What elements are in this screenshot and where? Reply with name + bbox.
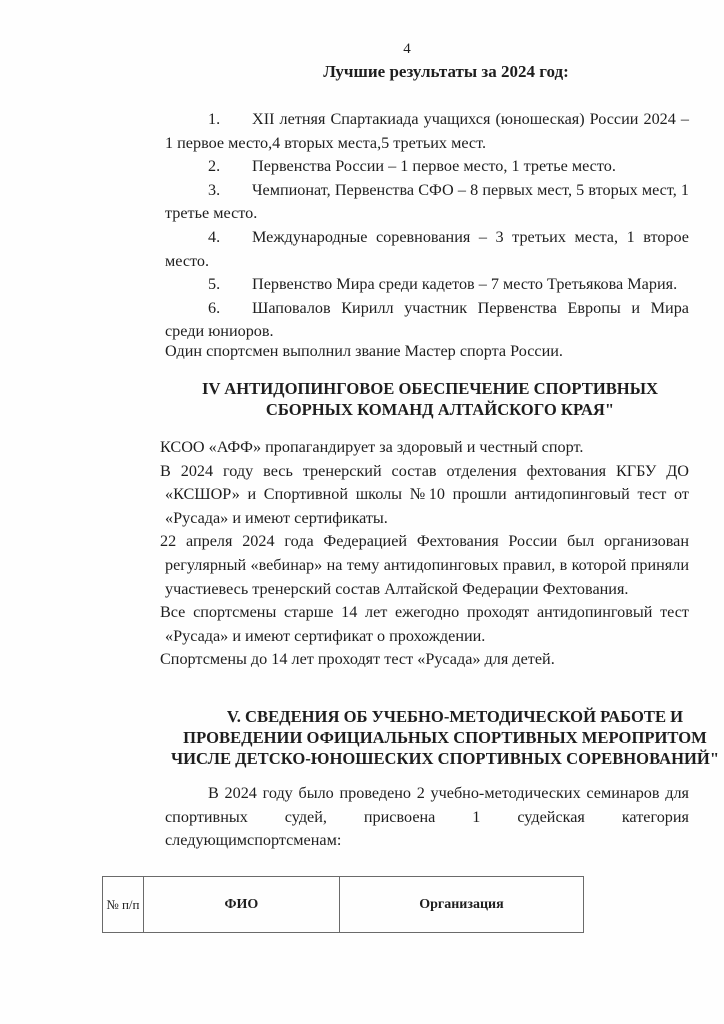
paragraph: КСОО «АФФ» пропагандирует за здоровый и честный спорт. bbox=[160, 438, 584, 456]
section-4-heading: IV АНТИДОПИНГОВОЕ ОБЕСПЕЧЕНИЕ СПОРТИВНЫХ СБОРНЫХ КОМАНД АЛТАЙСКОГО КРАЯ" bbox=[202, 379, 658, 419]
list-item: 2. Первенства России – 1 первое место, 1 третье место. bbox=[208, 157, 616, 176]
section-4-body bbox=[160, 436, 689, 672]
list-item: 3. Чемпионат, Первенства СФО – 8 первых мест, 5 вторых мест, 1 третье место. bbox=[165, 180, 689, 223]
list-item: 4. Международные соревнования – 3 третьих места, 1 второе место. bbox=[165, 227, 689, 270]
judges-table bbox=[102, 876, 584, 933]
list-item: 6. Шаповалов Кирилл участник Первенства Европы и Мира среди юниоров. bbox=[165, 298, 689, 341]
list-item: 5. Первенство Мира среди кадетов – 7 место Третьякова Мария. bbox=[208, 275, 678, 294]
column-header-organization: Организация bbox=[339, 877, 583, 933]
paragraph: Все спортсмены старше 14 лет ежегодно проходят антидопинговый тест «Русада» и имеют сертификат о прохождении. bbox=[160, 603, 689, 645]
paragraph: Спортсмены до 14 лет проходят тест «Русада» для детей. bbox=[160, 650, 555, 669]
column-header-name: ФИО bbox=[143, 877, 339, 933]
results-list bbox=[165, 108, 689, 344]
judges-table-wrapper bbox=[102, 876, 582, 933]
list-item: 1. XII летняя Спартакиада учащихся (юношеская) России 2024 – 1 первое место,4 вторых места,5 третьих мест. bbox=[165, 110, 689, 152]
section-5-heading: V. СВЕДЕНИЯ ОБ УЧЕБНО-МЕТОДИЧЕСКОЙ РАБОТЕ И ПРОВЕДЕНИИ ОФИЦИАЛЬНЫХ СПОРТИВНЫХ МЕРОПРИТОМ ЧИСЛЕ ДЕТСКО-ЮНОШЕСКИХ СПОРТИВНЫХ СОРЕВНОВАНИЙ" bbox=[170, 707, 720, 768]
page-number: 4 bbox=[403, 41, 411, 57]
master-of-sport-summary: Один спортсмен выполнил звание Мастер спорта России. bbox=[165, 342, 563, 360]
table-header-row bbox=[103, 877, 584, 933]
results-heading: Лучшие результаты за 2024 год: bbox=[323, 62, 569, 81]
paragraph: В 2024 году было проведено 2 учебно-методических семинаров для спортивных судей, присвоена 1 судейская категория следующимспортсменам: bbox=[165, 784, 689, 850]
paragraph: В 2024 году весь тренерский состав отделения фехтования КГБУ ДО «КСШОР» и Спортивной школы №10 прошли антидопинговый тест от «Русада» и имеют сертификаты. bbox=[160, 461, 689, 527]
section-5-body bbox=[165, 782, 689, 853]
column-header-number: № п/п bbox=[103, 877, 144, 933]
paragraph: 22 апреля 2024 года Федерацией Фехтования России был организован регулярный «вебинар» на тему антидопинговых правил, в которой приняли участиевесь тренерский состав Алтайской Федерации Фехтования. bbox=[160, 532, 689, 598]
